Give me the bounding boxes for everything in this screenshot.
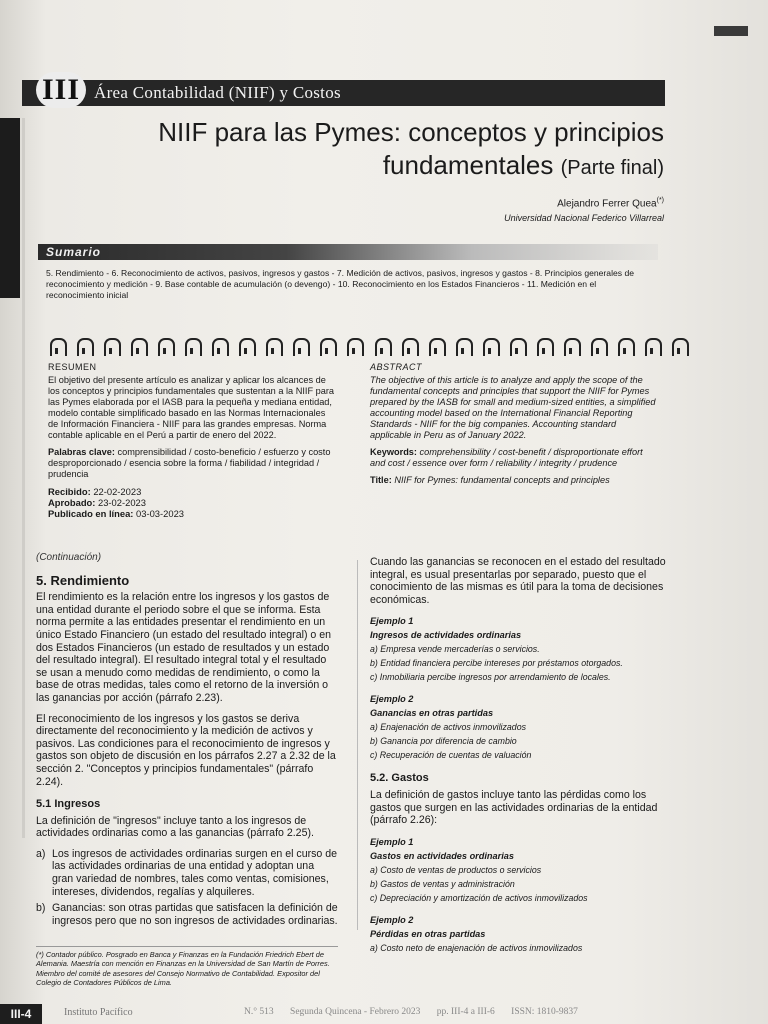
example-subtitle: Ganancias en otras partidas [370, 708, 494, 719]
footer-issn: ISSN: 1810-9837 [511, 1007, 578, 1017]
left-fold-shadow [22, 118, 25, 838]
spiral-icon [185, 338, 202, 356]
approved-date: 23-02-2023 [98, 497, 146, 508]
spiral-icon [212, 338, 229, 356]
list-item-text: Ganancias: son otras partidas que satisfacen la definición de ingresos pero que no son ingresos de actividades ordinarias. [52, 902, 338, 927]
spiral-icon [293, 338, 310, 356]
spiral-icon [320, 338, 337, 356]
spiral-icon [50, 338, 67, 356]
list-item [36, 902, 338, 927]
heading-ingresos: 5.1 Ingresos [36, 798, 101, 811]
example-item: a) Enajenación de activos inmovilizados [370, 722, 526, 733]
paragraph-gastos: La definición de gastos incluye tanto las pérdidas como los gastos que surgen en las actividades ordinarias de la entidad (párrafo 2.26): [370, 788, 658, 827]
heading-gastos: 5.2. Gastos [370, 772, 429, 785]
example-item: c) Recuperación de cuentas de valuación [370, 750, 532, 761]
footer-meta [244, 1007, 592, 1017]
spiral-icon [564, 338, 581, 356]
author-block [504, 194, 664, 225]
abstract-keywords-label: Keywords: [370, 447, 417, 457]
example-subtitle: Pérdidas en otras partidas [370, 928, 486, 939]
example-subtitle: Gastos en actividades ordinarias [370, 850, 514, 861]
example-title: Ejemplo 2 [370, 914, 414, 925]
spiral-icon [158, 338, 175, 356]
page-footer [0, 1004, 768, 1024]
title-line-2 [104, 149, 664, 185]
column-divider [357, 560, 358, 930]
top-right-mark [714, 26, 748, 36]
abstract-title [370, 475, 660, 486]
spiral-row-left [50, 338, 364, 358]
spiral-icon [77, 338, 94, 356]
heading-rendimiento: 5. Rendimiento [36, 572, 130, 588]
continuation-note: (Continuación) [36, 552, 102, 563]
abstract-title-label: Title: [370, 475, 392, 485]
spiral-icon [510, 338, 527, 356]
resumen-keywords [48, 447, 338, 480]
paragraph-rendimiento-2: El reconocimiento de los ingresos y los gastos se deriva directamente del reconocimiento y la medición de activos y pasivos. Las condiciones para el reconocimiento de ingresos y gastos son objeto de discusión en los párrafos 2.27 a 2.32 de la sección 2. "Conceptos y principios fundamentales" (párrafo 2.24). [36, 712, 336, 788]
resumen-block [48, 362, 338, 519]
abstract-block [370, 362, 660, 492]
published-label: Publicado en línea: [48, 508, 134, 519]
resumen-heading: RESUMEN [48, 362, 97, 372]
footer-publisher: Instituto Pacífico [64, 1007, 133, 1018]
resumen-body: El objetivo del presente artículo es analizar y aplicar los alcances de los conceptos y principios fundamentales que sustentan a la NIIF para las Pymes elaborada por el IASB para la pequeña y mediana entidad, modelo contable simplificado basado en las Normas Internacionales de Información Financiera - NIIF para las grandes empresas. Norma contable aplicable en el Perú a partir de enero del 2022. [48, 375, 334, 440]
example-item: a) Empresa vende mercaderías o servicios. [370, 644, 540, 655]
right-column [370, 556, 672, 963]
example-ingresos [370, 614, 672, 684]
spiral-icon [645, 338, 662, 356]
title-part: (Parte final) [560, 157, 664, 179]
footer-issue: N.° 513 [244, 1007, 274, 1017]
example-gastos [370, 835, 672, 905]
spiral-icon [672, 338, 689, 356]
section-title: Área Contabilidad (NIIF) y Costos [94, 83, 341, 102]
title-main: fundamentales [382, 150, 554, 180]
spiral-icon [537, 338, 554, 356]
example-item: c) Inmobiliaria percibe ingresos por arrendamiento de locales. [370, 672, 611, 683]
spiral-icon [239, 338, 256, 356]
author-affiliation: Universidad Nacional Federico Villarreal [504, 213, 664, 224]
spiral-icon [618, 338, 635, 356]
example-title: Ejemplo 1 [370, 616, 414, 627]
spiral-icon [131, 338, 148, 356]
spiral-icon [402, 338, 419, 356]
example-item: b) Entidad financiera percibe intereses por préstamos otorgados. [370, 658, 623, 669]
received-label: Recibido: [48, 486, 91, 497]
abstract-keywords-text: comprehensibility / cost-benefit / disproportionate effort and cost / essence over form / reliability / integrity / prudence [370, 447, 643, 468]
ingresos-list [36, 848, 338, 928]
list-item [36, 848, 338, 898]
received-date: 22-02-2023 [93, 486, 142, 497]
section-number: III [36, 72, 86, 108]
section-header [22, 73, 665, 106]
example-title: Ejemplo 1 [370, 836, 414, 847]
sumario-text: 5. Rendimiento - 6. Reconocimiento de activos, pasivos, ingresos y gastos - 7. Medición de activos, pasivos, ingresos y gastos - 8. Principios generales de reconocimiento y medición - 9. Base contable de acumulación (o devengo) - 10. Reconocimiento en los Estados Financieros - 11. Medición en el reconocimiento inicial [46, 268, 635, 300]
spiral-icon [347, 338, 364, 356]
abstract-title-text: NIIF for Pymes: fundamental concepts and principles [394, 475, 610, 485]
example-ganancias [370, 692, 672, 762]
approved-label: Aprobado: [48, 497, 96, 508]
spiral-icon [104, 338, 121, 356]
abstract-heading: ABSTRACT [370, 362, 423, 372]
footer-period: Segunda Quincena - Febrero 2023 [290, 1007, 421, 1017]
footer-pages: pp. III-4 a III-6 [436, 1007, 495, 1017]
example-item: a) Costo de ventas de productos o servicios [370, 864, 542, 875]
spiral-icon [483, 338, 500, 356]
paragraph-rendimiento-1: El rendimiento es la relación entre los ingresos y los gastos de una entidad durante el periodo sobre el que se informa. Esta norma permite a las entidades presentar el rendimiento en un único Estado Financiero (un estado del resultado integral) o en dos Estados Financieros (un estado de resultados y un estado del resultado integral). El resultado integral total y el resultado se usan a menudo como medidas de rendimiento, o como la base de otras medidas, tales como el retorno de la inversión o las ganancias por acción (párrafo 2.23). [36, 591, 332, 704]
abstract-keywords [370, 447, 660, 469]
spiral-icon [591, 338, 608, 356]
spiral-icon [456, 338, 473, 356]
resumen-keywords-text: comprensibilidad / costo-beneficio / esfuerzo y costo desproporcionado / esencia sobre la forma / fiabilidad / integridad / prudencia [48, 447, 331, 479]
example-perdidas [370, 913, 672, 955]
dates-block [48, 486, 338, 519]
abstract-body: The objective of this article is to analyze and apply the scope of the fundamental concepts and principles that support the NIIF for Pymes prepared by the IASB for small and medium-sized entities, a simplified accounting model based on the International Financial Reporting Standards - NIIF for the big companies. Accounting standard applicable in Peru as of January 2022. [370, 375, 656, 440]
page-number: III-4 [0, 1004, 42, 1024]
example-subtitle: Ingresos de actividades ordinarias [370, 630, 522, 641]
published-date: 03-03-2023 [136, 508, 185, 519]
example-item: b) Gastos de ventas y administración [370, 878, 515, 889]
example-title: Ejemplo 2 [370, 694, 414, 705]
left-edge-strip [0, 118, 20, 298]
sumario-band [38, 244, 658, 260]
left-column [36, 552, 338, 933]
spiral-icon [266, 338, 283, 356]
author-footnote: (*) Contador público. Posgrado en Banca y Finanzas en la Fundación Friedrich Ebert de Alemania. Maestría con mención en Finanzas en la Universidad de San Martín de Porres. Miembro del comité de asesores del Consejo Normativo de Contabilidad. Expositor del Colegio de Contadores Públicos de Lima. [36, 946, 338, 988]
list-item-label: a) [36, 847, 46, 860]
article-title [104, 116, 664, 185]
list-item-text: Los ingresos de actividades ordinarias surgen en el curso de las actividades ordinarias de una entidad y adoptan una gran variedad de nombres, tales como ventas, comisiones, intereses, dividendos, regalías y alquileres. [52, 847, 338, 898]
spiral-row-right [375, 338, 689, 358]
example-item: b) Ganancia por diferencia de cambio [370, 736, 517, 747]
spiral-icon [375, 338, 392, 356]
sumario-label: Sumario [46, 245, 102, 259]
resumen-keywords-label: Palabras clave: [48, 447, 115, 457]
paragraph-ganancias: Cuando las ganancias se reconocen en el estado del resultado integral, es usual presentarlas por separado, puesto que el conocimiento de las mismas es útil para la toma de decisiones económicas. [370, 556, 666, 606]
example-item: c) Depreciación y amortización de activos inmovilizados [370, 892, 588, 903]
author-name: Alejandro Ferrer Quea [557, 198, 657, 210]
title-line-1: NIIF para las Pymes: conceptos y principios [158, 117, 664, 147]
spiral-icon [429, 338, 446, 356]
paragraph-ingresos: La definición de "ingresos" incluye tanto a los ingresos de actividades ordinarias como a las ganancias (párrafo 2.25). [36, 814, 314, 840]
list-item-label: b) [36, 902, 46, 915]
example-item: a) Costo neto de enajenación de activos inmovilizados [370, 942, 583, 953]
author-mark: (*) [656, 197, 664, 204]
